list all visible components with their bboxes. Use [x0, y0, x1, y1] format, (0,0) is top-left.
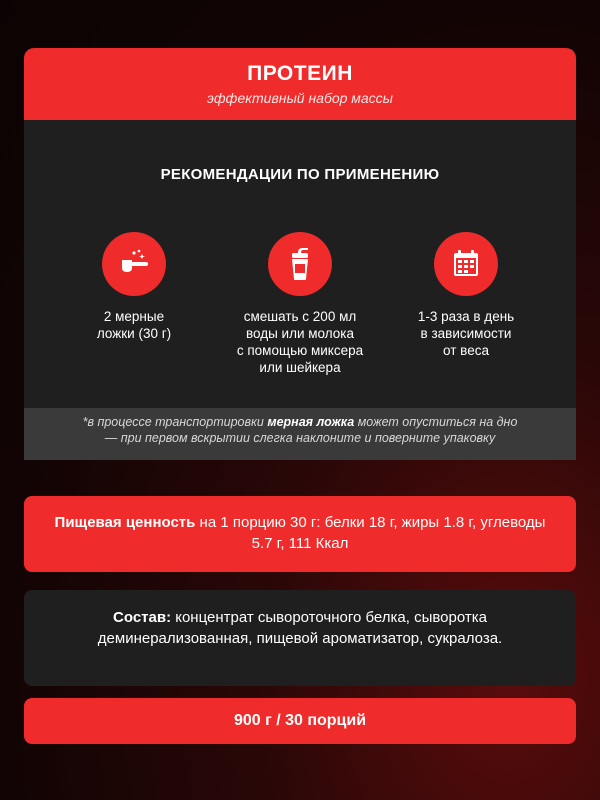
- usage-step-text: 2 мерные ложки (30 г): [96, 309, 172, 341]
- usage-step-frequency: [376, 232, 556, 359]
- usage-step-dose: [44, 232, 224, 342]
- product-title: ПРОТЕИН: [247, 62, 353, 85]
- product-subtitle: эффективный набор массы: [207, 90, 393, 106]
- composition-text: концентрат сывороточного белка, сыворотка деминерализованная, пищевой ароматизатор, сукралоза.: [97, 609, 503, 647]
- note-bold: мерная ложка: [267, 415, 355, 429]
- transport-note-line1: [24, 414, 576, 430]
- usage-step-mix: [210, 232, 390, 376]
- usage-step-text: смешать с 200 мл воды или молока с помощью миксера или шейкера: [236, 309, 364, 375]
- measuring-scoop-icon: [102, 232, 166, 296]
- calendar-icon: [434, 232, 498, 296]
- nutrition-text: на 1 порцию 30 г: белки 18 г, жиры 1.8 г, углеводы 5.7 г, 111 Ккал: [195, 514, 546, 552]
- nutrition-label: Пищевая ценность: [54, 514, 196, 531]
- usage-step-text: 1-3 раза в день в зависимости от веса: [417, 309, 515, 358]
- nutrition-box: [24, 496, 576, 572]
- composition-label: Состав:: [113, 609, 172, 626]
- note-suffix: может опуститься на дно: [354, 415, 518, 429]
- weight-banner: 900 г / 30 порций: [24, 698, 576, 744]
- header-banner: [24, 48, 576, 120]
- transport-note-line2: — при первом вскрытии слегка наклоните и поверните упаковку: [104, 431, 496, 445]
- transport-note: [24, 408, 576, 460]
- note-prefix: *в процессе транспортировки: [82, 415, 268, 429]
- usage-heading: РЕКОМЕНДАЦИИ ПО ПРИМЕНЕНИЮ: [160, 166, 440, 183]
- shaker-bottle-icon: [268, 232, 332, 296]
- usage-panel: [24, 120, 576, 460]
- composition-box: [24, 590, 576, 686]
